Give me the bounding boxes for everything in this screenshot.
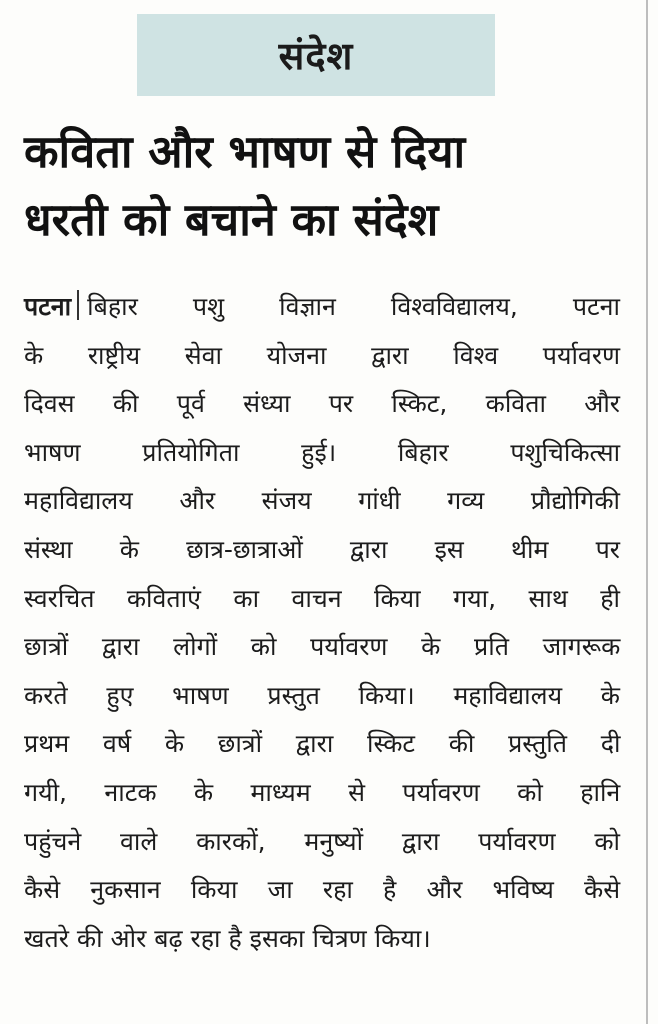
body-line-1 xyxy=(24,283,620,332)
body-line-12: पहुंचने वाले कारकों, मनुष्यों द्वारा पर्यावरण को xyxy=(24,826,621,856)
body-line-7: स्वरचित कविताएं का वाचन किया गया, साथ ही xyxy=(24,583,620,613)
body-line-14: खतरे की ओर बढ़ रहा है इसका चित्रण किया। xyxy=(24,923,431,953)
body-line-2: के राष्ट्रीय सेवा योजना द्वारा विश्व पर्यावरण xyxy=(24,340,621,370)
section-label: संदेश xyxy=(278,34,354,78)
column-divider xyxy=(646,0,648,1024)
body-line-3: दिवस की पूर्व संध्या पर स्किट, कविता और xyxy=(24,389,620,419)
article-headline xyxy=(24,118,624,254)
body-line-13: कैसे नुकसान किया जा रहा है और भविष्य कैसे xyxy=(24,875,621,905)
body-line-5: महाविद्यालय और संजय गांधी गव्य प्रौद्योगिकी xyxy=(24,486,620,516)
section-header-box xyxy=(137,14,495,96)
body-line-1-text: बिहार पशु विज्ञान विश्वविद्यालय, पटना xyxy=(87,292,620,321)
body-line-4: भाषण प्रतियोगिता हुई। बिहार पशुचिकित्सा xyxy=(24,437,621,467)
headline-line-2: धरती को बचाने का संदेश xyxy=(24,193,439,246)
body-line-11: गयी, नाटक के माध्यम से पर्यावरण को हानि xyxy=(24,777,621,807)
dateline-separator xyxy=(77,290,79,320)
article-body xyxy=(24,283,620,963)
body-line-8: छात्रों द्वारा लोगों को पर्यावरण के प्रति जागरूक xyxy=(24,632,621,662)
dateline: पटना xyxy=(24,292,72,321)
body-line-9: करते हुए भाषण प्रस्तुत किया। महाविद्यालय के xyxy=(24,680,620,710)
headline-line-1: कविता और भाषण से दिया xyxy=(24,125,466,178)
body-line-6: संस्था के छात्र-छात्राओं द्वारा इस थीम पर xyxy=(24,534,620,564)
body-line-10: प्रथम वर्ष के छात्रों द्वारा स्किट की प्रस्तुति दी xyxy=(24,729,621,759)
